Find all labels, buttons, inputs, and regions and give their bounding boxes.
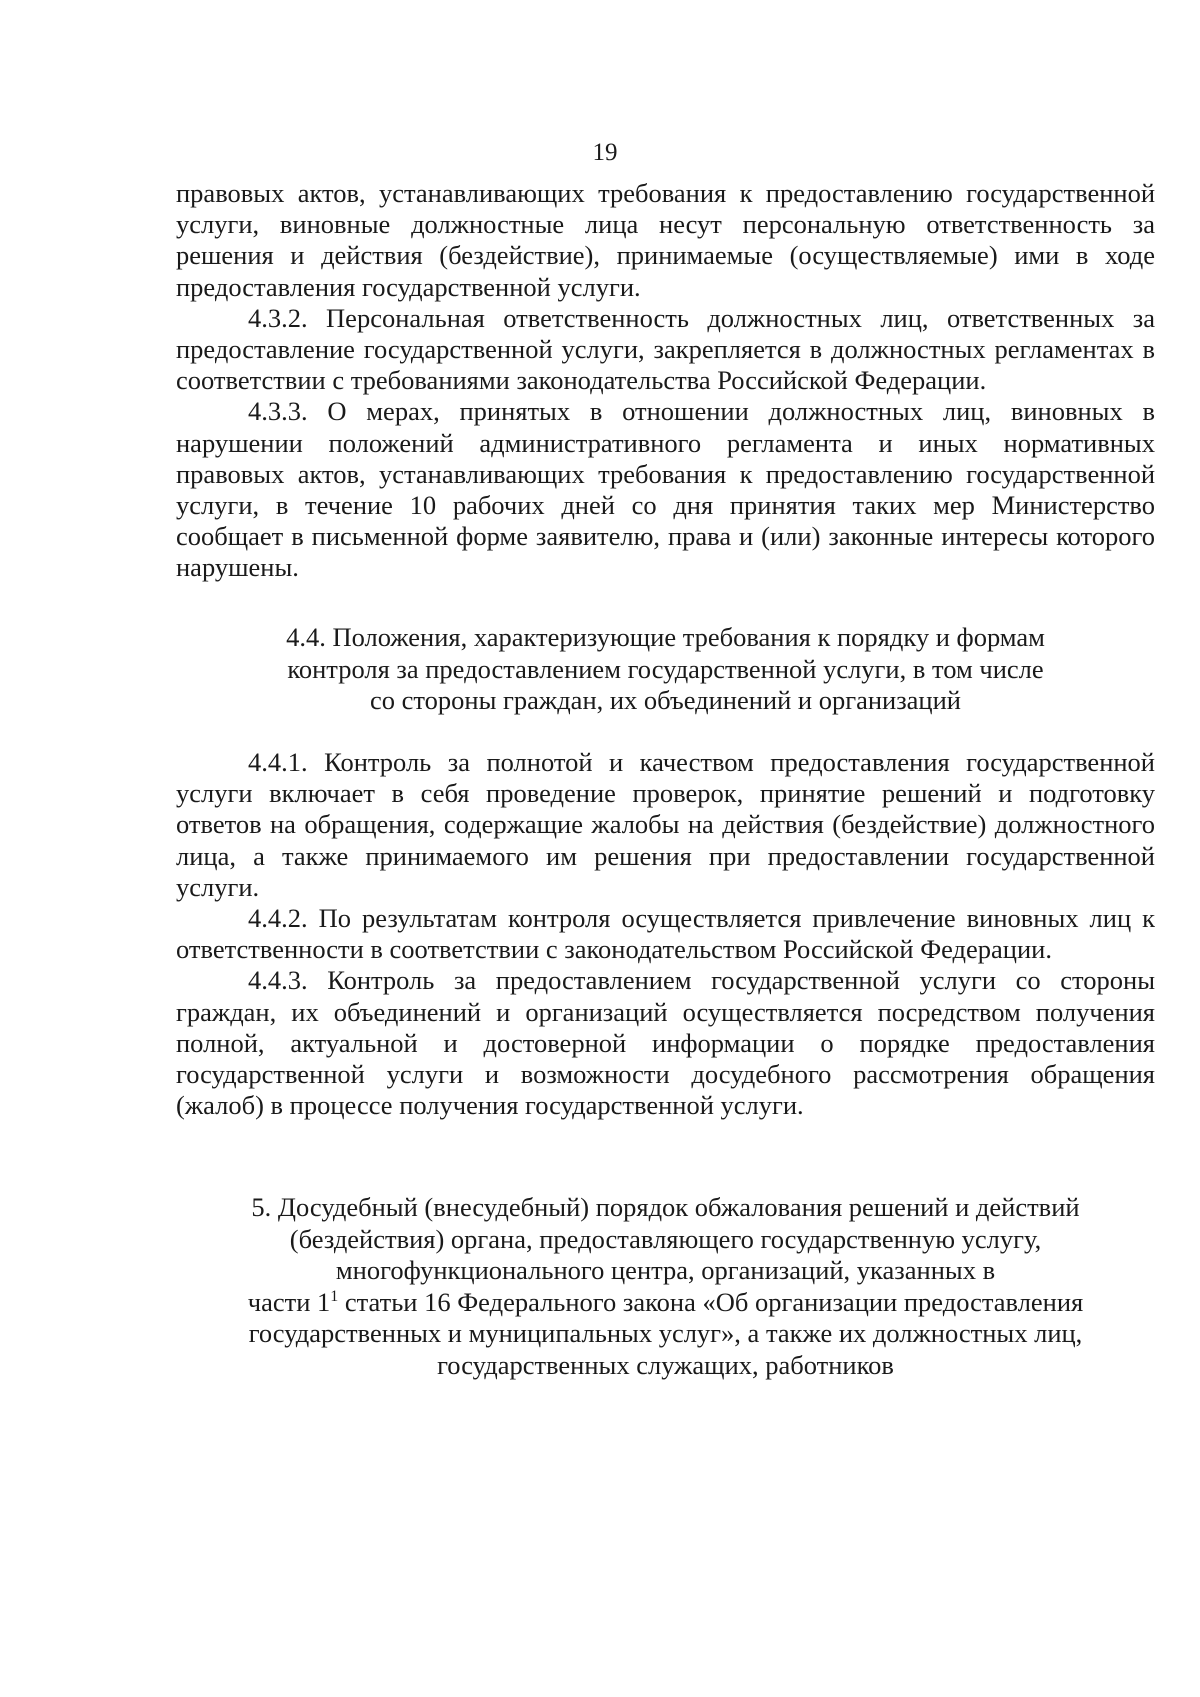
heading-5-line-3: многофункционального центра, организаций, указанных в xyxy=(335,1255,996,1285)
superscript-part-number: 1 xyxy=(330,1287,339,1305)
paragraph-4-4-3: 4.4.3. Контроль за предоставлением государственной услуги со стороны граждан, их объединений и организаций осуществляется посредством получения полной, актуальной и достоверной информации о порядке предоставления государственной услуги и возможности досудебного рассмотрения обращения (жалоб) в процессе получения государственной услуги. xyxy=(176,965,1155,1121)
paragraph-4-3-2: 4.3.2. Персональная ответственность должностных лиц, ответственных за предоставление государственной услуги, закрепляется в должностных регламентах в соответствии с требованиями законодательства Российской Федерации. xyxy=(176,302,1155,396)
heading-5 xyxy=(176,1192,1155,1381)
heading-5-line-6: государственных служащих, работников xyxy=(437,1349,894,1380)
heading-5-line-5: государственных и муниципальных услуг», а также их должностных лиц, xyxy=(248,1318,1083,1348)
heading-5-line-2: (бездействия) органа, предоставляющего государственную услугу, xyxy=(289,1223,1042,1254)
heading-4-4-line-2: контроля за предоставлением государственной услуги, в том числе xyxy=(287,653,1044,684)
paragraph-4-3-3: 4.3.3. О мерах, принятых в отношении должностных лиц, виновных в нарушении положений административного регламента и иных нормативных правовых актов, устанавливающих требования к предоставлению государственной услуги, в течение 10 рабочих дней со дня принятия таких мер Министерство сообщает в письменной форме заявителю, права и (или) законные интересы которого нарушены. xyxy=(176,396,1155,583)
paragraph-4-3-1-continued: правовых актов, устанавливающих требования к предоставлению государственной услуги, виновные должностные лица несут персональную ответственность за решения и действия (бездействие), принимаемые (осуществляемые) ими в ходе предоставления государственной услуги. xyxy=(176,178,1155,302)
paragraph-4-4-1: 4.4.1. Контроль за полнотой и качеством предоставления государственной услуги включает в себя проведение проверок, принятие решений и подготовку ответов на обращения, содержащие жалобы на действия (бездействие) должностного лица, а также принимаемого им решения при предоставлении государственной услуги. xyxy=(176,747,1155,902)
heading-5-line-4 xyxy=(176,1287,1155,1319)
heading-4-4-line-3: со стороны граждан, их объединений и организаций xyxy=(370,685,961,715)
heading-5-line-4-end: статьи 16 Федерального закона «Об организации предоставления xyxy=(338,1286,1084,1317)
section-4-4-text xyxy=(176,747,1155,1121)
heading-4-4 xyxy=(176,622,1155,717)
heading-4-4-line-1: 4.4. Положения, характеризующие требования к порядку и формам xyxy=(286,622,1045,652)
heading-5-line-1: 5. Досудебный (внесудебный) порядок обжалования решений и действий xyxy=(251,1192,1080,1222)
heading-5-line-4-start: части 1 xyxy=(247,1286,331,1317)
page-number: 19 xyxy=(592,139,618,166)
section-4-3-text xyxy=(176,178,1155,584)
paragraph-4-4-2: 4.4.2. По результатам контроля осуществляется привлечение виновных лиц к ответственности в соответствии с законодательством Российской Федерации. xyxy=(176,903,1155,965)
